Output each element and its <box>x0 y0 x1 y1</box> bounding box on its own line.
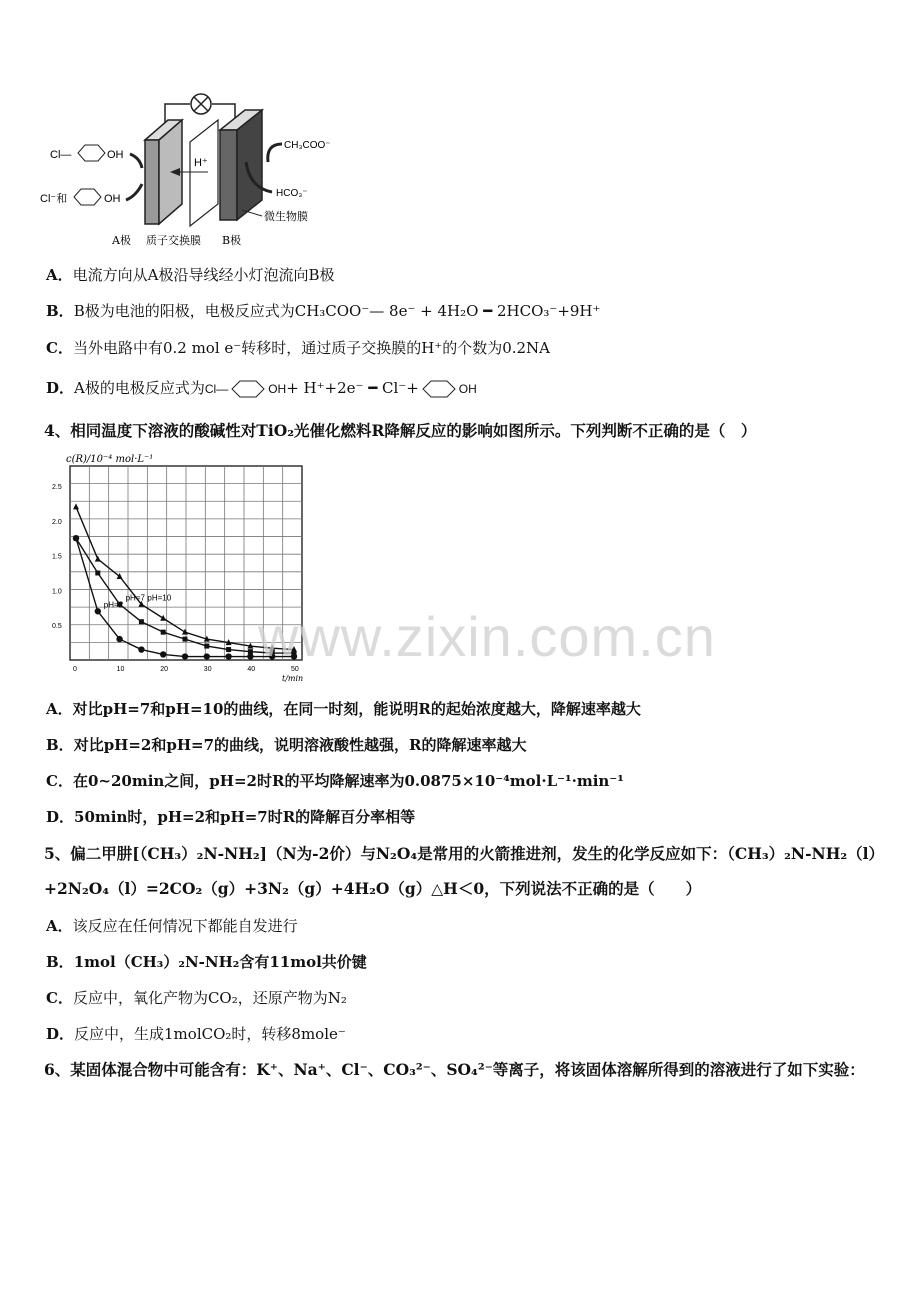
data-point <box>95 571 100 576</box>
chart-ylabel: c(R)/10⁻⁴ mol·L⁻¹ <box>66 454 154 465</box>
q3-option-c <box>46 338 550 358</box>
data-point <box>225 653 231 659</box>
svg-text:A极: A极 <box>112 234 131 247</box>
data-point <box>182 653 188 659</box>
q5-option-b <box>46 952 367 972</box>
q4-option-a <box>46 699 641 719</box>
option-text: 在0~20min之间，pH=2时R的平均降解速率为0.0875×10⁻⁴mol·L⁻¹·min⁻¹ <box>72 772 624 790</box>
question-stem: +2N₂O₄（l）=2CO₂（g）+3N₂（g）+4H₂O（g）△H＜0，下列说法不正确的是（ ） <box>44 879 702 898</box>
svg-text:Cl—: Cl— <box>50 149 72 161</box>
chart-xlabel: t/min <box>282 674 304 683</box>
data-point <box>73 535 79 541</box>
option-text: 对比pH=7和pH=10的曲线，在同一时刻，能说明R的起始浓度越大，降解速率越大 <box>72 700 641 718</box>
y-tick-label: 2.0 <box>52 518 62 526</box>
option-text: B极为电池的阳极，电极反应式为CH₃COO⁻— 8e⁻ + 4H₂O ━ 2HCO₃⁻+9H⁺ <box>73 302 601 320</box>
option-letter: C． <box>46 339 73 357</box>
q5-option-c <box>46 988 347 1008</box>
hydroxyl-label: OH <box>458 382 477 396</box>
x-tick-label: 0 <box>73 666 77 673</box>
data-point <box>138 646 144 652</box>
q5-option-a <box>46 916 298 936</box>
option-text: A极的电极反应式为 <box>74 379 205 397</box>
option-text: 1mol（CH₃）₂N-NH₂含有11mol共价键 <box>73 953 367 971</box>
option-text: + H⁺+2e⁻ ━ Cl⁻+ <box>286 379 419 397</box>
question-stem: 偏二甲肼[（CH₃）₂N-NH₂]（N为-2价）与N₂O₄是常用的火箭推进剂，发生的化学反应如下：（CH₃）₂N-NH₂（l） <box>70 844 885 863</box>
option-letter: B． <box>46 736 74 754</box>
svg-text:OH: OH <box>107 149 124 161</box>
x-tick-label: 20 <box>160 666 168 673</box>
q4-option-b <box>46 735 527 755</box>
y-tick-label: 1.0 <box>52 588 62 596</box>
battery-diagram <box>40 92 340 252</box>
q5-option-d <box>46 1024 346 1044</box>
data-point <box>226 647 231 652</box>
data-point <box>161 630 166 635</box>
x-tick-label: 50 <box>291 666 299 673</box>
option-letter: C． <box>46 772 73 790</box>
series-label: pH=2 <box>103 600 124 610</box>
option-letter: B． <box>46 953 74 971</box>
y-tick-label: 0.5 <box>52 623 62 631</box>
data-point <box>139 619 144 624</box>
data-point <box>204 653 210 659</box>
option-letter: D． <box>46 1025 75 1043</box>
svg-text:HCO₃⁻: HCO₃⁻ <box>276 188 308 199</box>
x-tick-label: 10 <box>116 666 125 673</box>
y-tick-label: 2.5 <box>52 484 62 491</box>
option-text: 电流方向从A极沿导线经小灯泡流向B极 <box>72 266 335 284</box>
svg-text:OH: OH <box>104 193 121 205</box>
svg-text:CH₃COO⁻: CH₃COO⁻ <box>284 140 331 151</box>
question-number: 6、 <box>44 1060 71 1079</box>
option-text: 反应中，氧化产物为CO₂，还原产物为N₂ <box>72 989 347 1007</box>
svg-text:Cl⁻和: Cl⁻和 <box>40 193 68 205</box>
x-tick-label: 30 <box>203 666 212 673</box>
question-stem: 相同温度下溶液的酸碱性对TiO₂光催化燃料R降解反应的影响如图所示。下列判断不正确的是（ ） <box>70 421 757 440</box>
series-label: pH=7 <box>125 593 145 603</box>
q3-option-d <box>46 378 477 400</box>
series-label: pH=10 <box>147 593 172 603</box>
question-number: 4、 <box>44 421 71 440</box>
hydroxyl-label: OH <box>268 382 287 396</box>
x-tick-label: 40 <box>247 666 256 673</box>
y-tick-label: 1.5 <box>52 553 62 561</box>
option-text: 该反应在任何情况下都能自发进行 <box>72 917 298 935</box>
q6-stem <box>44 1060 865 1080</box>
svg-text:B极: B极 <box>222 234 242 247</box>
watermark: www.zixin.com.cn <box>258 605 716 668</box>
benzene-ring-icon <box>419 378 459 400</box>
option-text: 反应中，生成1molCO₂时，转移8mole⁻ <box>74 1025 346 1043</box>
data-point <box>116 636 122 642</box>
option-letter: D． <box>46 379 75 397</box>
svg-text:质子交换膜: 质子交换膜 <box>146 234 201 247</box>
svg-text:H⁺: H⁺ <box>194 157 208 169</box>
option-letter: A． <box>46 700 73 718</box>
option-letter: D． <box>46 808 75 826</box>
chlorine-label: Cl— <box>204 382 229 396</box>
option-text: 50min时，pH=2和pH=7时R的降解百分率相等 <box>74 808 416 826</box>
q4-option-c <box>46 771 624 791</box>
question-number: 5、 <box>44 844 71 863</box>
option-text: 当外电路中有0.2 mol e⁻转移时，通过质子交换膜的H⁺的个数为0.2NA <box>72 339 551 357</box>
data-point <box>204 644 209 649</box>
q3-option-a <box>46 265 335 285</box>
option-text: 对比pH=2和pH=7的曲线，说明溶液酸性越强，R的降解速率越大 <box>73 736 527 754</box>
data-point <box>95 608 101 614</box>
q5-stem-line2 <box>44 879 701 899</box>
data-point <box>160 651 166 657</box>
q5-stem-line1 <box>44 844 884 864</box>
question-stem: 某固体混合物中可能含有：K⁺、Na⁺、Cl⁻、CO₃²⁻、SO₄²⁻等离子，将该固体溶解所得到的溶液进行了如下实验： <box>70 1060 865 1079</box>
option-letter: A． <box>46 917 73 935</box>
q4-option-d <box>46 807 415 827</box>
benzene-ring-icon <box>228 378 268 400</box>
q3-option-b <box>46 301 600 321</box>
data-point <box>247 653 253 659</box>
q4-stem <box>44 421 756 441</box>
option-letter: C． <box>46 989 73 1007</box>
option-letter: B． <box>46 302 74 320</box>
svg-text:微生物膜: 微生物膜 <box>264 210 308 223</box>
option-letter: A． <box>46 266 73 284</box>
data-point <box>183 637 188 642</box>
